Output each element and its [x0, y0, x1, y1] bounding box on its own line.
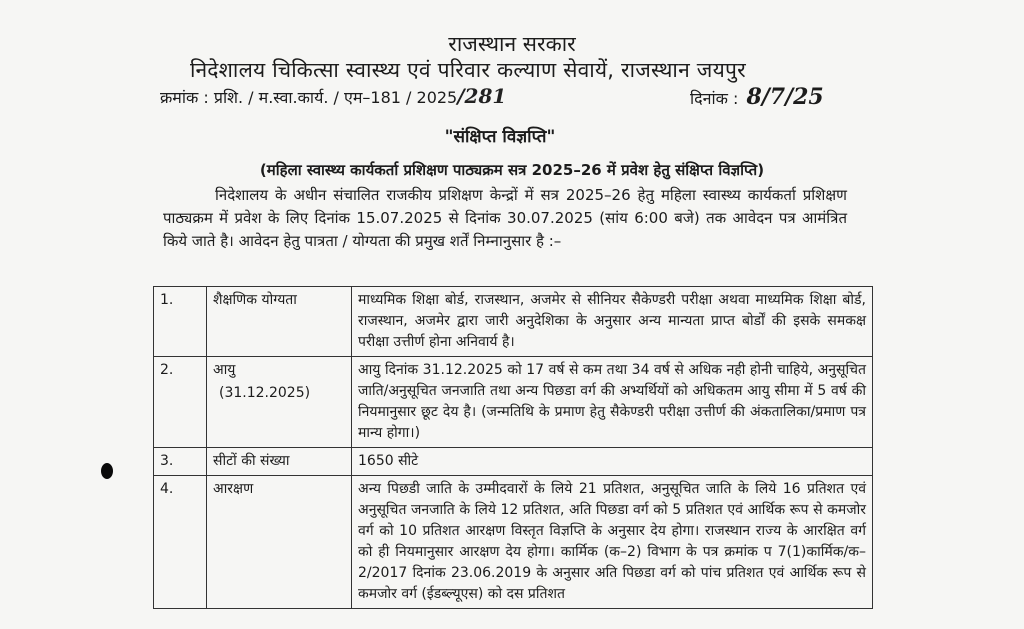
- handwritten-date: 8/7/25: [746, 84, 824, 110]
- table-row: [154, 287, 873, 357]
- reference-label: क्रमांक : प्रशि. / म.स्वा.कार्य. / एम–181 / 2025: [160, 88, 458, 107]
- intro-paragraph: [163, 184, 847, 253]
- row-description: माध्यमिक शिक्षा बोर्ड, राजस्थान, अजमेर से सीनियर सैकेण्डरी परीक्षा अथवा माध्यमिक शिक्षा बोर्ड, राजस्थान, अजमेर द्वारा जारी अनुदेशिका के अनुसार अन्य मान्यता प्राप्त बोर्डों की इसके समकक्ष परीक्षा उत्तीर्ण होना अनिवार्य है।: [352, 287, 873, 357]
- row-number: 1.: [154, 287, 207, 357]
- date-label: दिनांक :: [690, 89, 739, 108]
- row-label: [207, 357, 352, 448]
- row-description: 1650 सीटे: [352, 448, 873, 476]
- intro-rest: कार्यकर्ता प्रशिक्षण पाठ्यक्रम में प्रवेश के लिए दिनांक 15.07.2025 से दिनांक 30.07.2025 (सांय 6:00 बजे) तक आवेदन पत्र आमंत्रित किये जाते है। आवेदन हेतु पात्रता / योग्यता की प्रमुख शर्तें निम्नानुसार है :–: [163, 186, 847, 250]
- notice-subject: (महिला स्वास्थ्य कार्यकर्ता प्रशिक्षण पाठ्यक्रम सत्र 2025–26 में प्रवेश हेतु संक्षिप्त विज्ञप्ति): [259, 161, 765, 179]
- intro-first-line: निदेशालय के अधीन संचालित राजकीय प्रशिक्षण केन्द्रों में सत्र 2025–26 हेतु महिला स्वास्थ्य: [215, 186, 741, 204]
- government-heading: राजस्थान सरकार: [448, 32, 576, 56]
- row-label: सीटों की संख्या: [207, 448, 352, 476]
- table-row: [154, 476, 873, 609]
- eligibility-table: [153, 286, 873, 609]
- row-label-text: आयु: [213, 362, 236, 378]
- row-number: 3.: [154, 448, 207, 476]
- row-label: आरक्षण: [207, 476, 352, 609]
- row-description: अन्य पिछडी जाति के उम्मीदवारों के लिये 21 प्रतिशत, अनुसूचित जाति के लिये 16 प्रतिशत एवं अनुसूचित जनजाति के लिये 12 प्रतिशत, अति पिछडा वर्ग को 5 प्रतिशत एवं आर्थिक रूप से कमजोर वर्ग को 10 प्रतिशत आरक्षण विस्तृत विज्ञप्ति के अनुसार देय होगा। राजस्थान राज्य के आरक्षित वर्ग को ही नियमानुसार आरक्षण देय होगा। कार्मिक (क–2) विभाग के पत्र क्रमांक प 7(1)कार्मिक/क–2/2017 दिनांक 23.06.2019 के अनुसार अति पिछडा वर्ग को पांच प्रतिशत एवं आर्थिक रूप से कमजोर वर्ग (ईडब्ल्यूएस) को दस प्रतिशत: [352, 476, 873, 609]
- reference-number: [160, 84, 506, 108]
- department-heading: निदेशालय चिकित्सा स्वास्थ्य एवं परिवार कल्याण सेवायें, राजस्थान जयपुर: [190, 58, 746, 82]
- table-row: [154, 448, 873, 476]
- table-row: [154, 357, 873, 448]
- notice-title: "संक्षिप्त विज्ञप्ति": [444, 127, 556, 147]
- row-number: 4.: [154, 476, 207, 609]
- handwritten-reference: /281: [457, 84, 507, 108]
- row-description: आयु दिनांक 31.12.2025 को 17 वर्ष से कम तथा 34 वर्ष से अधिक नही होनी चाहिये, अनुसूचित जाति/अनुसूचित जनजाति तथा अन्य पिछडा वर्ग की अभ्यर्थियों को अधिकतम आयु सीमा में 5 वर्ष की नियमानुसार छूट देय है। (जन्मतिथि के प्रमाण हेतु सैकेण्डरी परीक्षा उत्तीर्ण की अंकतालिका/प्रमाण पत्र मान्य होगा।): [352, 357, 873, 448]
- issue-date: [690, 84, 824, 110]
- punch-hole-mark: [101, 463, 113, 479]
- row-number: 2.: [154, 357, 207, 448]
- row-sublabel: (31.12.2025): [219, 385, 311, 401]
- row-label: शैक्षणिक योग्यता: [207, 287, 352, 357]
